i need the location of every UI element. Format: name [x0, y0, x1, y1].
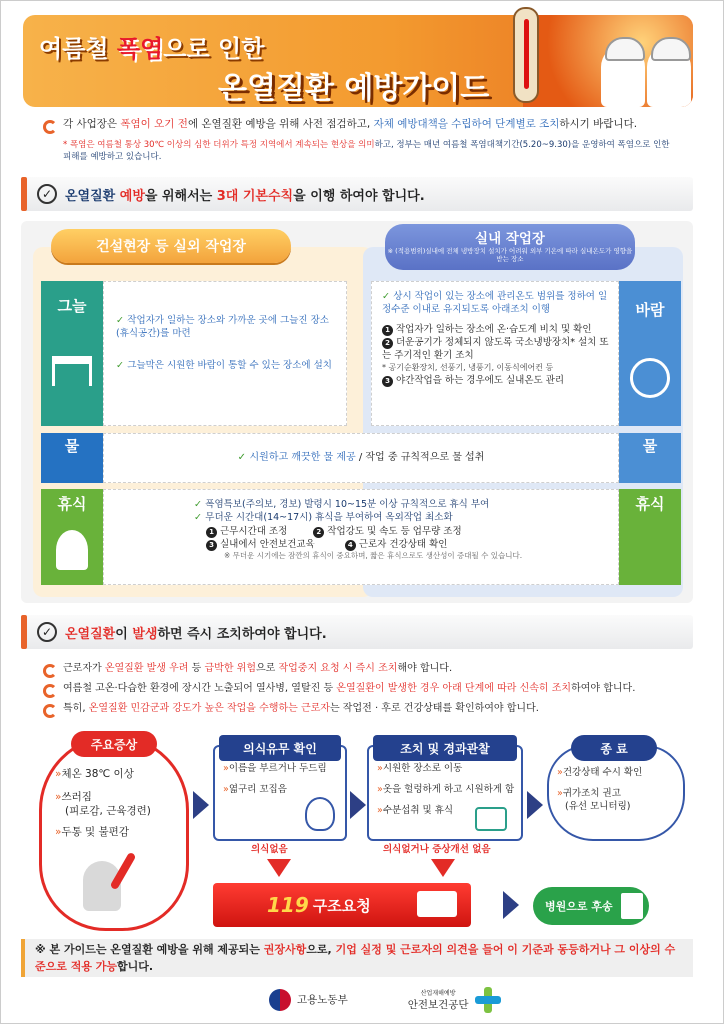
shade-label: 그늘 — [41, 281, 103, 426]
header-subtitle: 온열질환 예방가이드 — [218, 71, 490, 106]
logos — [269, 987, 507, 1013]
rest-item: ✓ 무더운 시간대(14~17시) 휴식을 부여하여 옥외작업 최소화 — [194, 512, 453, 524]
water-box — [103, 433, 619, 483]
down-arrow-icon — [431, 859, 455, 877]
wind-step-note: * 공기순환장치, 선풍기, 냉풍기, 이동식에어컨 등 — [382, 363, 554, 373]
end-box: »건강상태 수시 확인 »귀가조치 권고 (유선 모니터링) — [547, 745, 685, 841]
check-icon: ✓ — [37, 184, 57, 204]
section-title: 온열질환이 발생하면 즉시 조치하여야 합니다. — [65, 626, 327, 642]
wind-step: 1 작업자가 일하는 장소에 온·습도계 비치 및 확인 — [382, 323, 612, 336]
rest-label-right: 휴식 — [619, 489, 681, 585]
wind-step: 3 야간작업을 하는 경우에도 실내온도 관리 — [382, 374, 612, 387]
rule-3: 특히, 온열질환 민감군과 강도가 높은 작업을 수행하는 근로자는 작업전 · 후로 건강상태를 확인하여야 합니다. — [63, 703, 539, 714]
rest-note: ※ 무더운 시기에는 잠깐의 휴식이 중요하며, 짧은 휴식으로도 생산성이 증대될 수 있습니다. — [224, 551, 523, 561]
no-consciousness-label: 의식없음 — [251, 844, 288, 855]
shade-box — [103, 281, 347, 426]
arrow-icon — [503, 891, 519, 919]
thermometer-icon — [513, 7, 539, 103]
rest-steps: 1 근무시간대 조정 2 작업강도 및 속도 등 업무량 조정 — [194, 525, 618, 538]
rest-item: ✓ 폭염특보(주의보, 경보) 발령시 10~15분 이상 규칙적으로 휴식 부여 — [194, 499, 490, 510]
hospital-transport-badge: 병원으로 후송 — [533, 887, 649, 925]
wind-label: 바람 — [619, 281, 681, 426]
bullet-icon — [43, 704, 57, 718]
symptoms-title: 주요증상 — [71, 731, 157, 757]
head-brain-icon — [305, 797, 335, 831]
water-label: 물 — [41, 433, 103, 483]
kosha-logo: 산업재해예방 안전보건공단 — [408, 987, 507, 1013]
indoor-heading: 실내 작업장 ※ (적용범위)실내에 전체 냉방장치 설치가 어려워 외부 기온에 따라 실내온도가 영향을 받는 장소 — [385, 224, 635, 270]
rule-1: 근로자가 온열질환 발생 우려 등 급박한 위험으로 작업중지 요청 시 즉시 조치해야 합니다. — [63, 663, 453, 674]
arrow-icon — [350, 791, 366, 819]
shade-tent-icon — [52, 356, 92, 386]
shade-item: ✓ 그늘막은 시원한 바람이 통할 수 있는 장소에 설치 — [116, 359, 332, 371]
wind-step: 2 더운공기가 정체되지 않도록 국소냉방장치* 설치 또는 주기적인 환기 조치 — [382, 336, 609, 362]
consciousness-box: »이름을 부르거나 두드림 »엷구리 꼬집음 — [213, 745, 347, 841]
government-emblem-icon — [269, 989, 291, 1011]
hospital-icon — [621, 893, 643, 919]
down-arrow-icon — [267, 859, 291, 877]
water-text: ✓ 시원하고 깨끗한 물 제공 / 작업 중 규칙적으로 물 섭취 — [237, 452, 485, 463]
fan-icon — [630, 358, 670, 398]
bullet-icon — [43, 120, 57, 134]
ambulance-icon — [417, 891, 457, 917]
section-title: 온열질환 예방을 위해서는 3대 기본수칙을 이행 하여야 합니다. — [65, 188, 425, 204]
consciousness-title: 의식유무 확인 — [219, 735, 341, 761]
intro-text: 각 사업장은 폭염이 오기 전에 온열질환 예방을 위해 사전 점검하고, 자체 예방대책을 수립하여 단계별로 조치하시기 바랍니다. — [63, 118, 638, 130]
symptom-list: »체온 38℃ 이상 »쓰러짐 (피로감, 근육경련) »두통 및 불편감 — [55, 768, 151, 839]
kosha-cross-icon — [475, 987, 501, 1013]
water-label-right: 물 — [619, 433, 681, 483]
tree-icon — [56, 530, 88, 570]
header-title: 여름철 폭염으로 인한 — [39, 35, 265, 63]
bullet-icon — [43, 664, 57, 678]
worker-illustration — [647, 45, 691, 107]
section-header-prevention — [21, 177, 693, 211]
first-aid-kit-icon — [475, 807, 507, 831]
intro-note: * 폭염은 여름철 통상 30℃ 이상의 심한 더위가 특정 지역에서 계속되는 현상을 의미하고, 정부는 매년 여름철 폭염대책기간(5.20~9.30)을 운영하여 폭염으로 인한 피해를 예방하고 있습니다. — [63, 140, 670, 163]
arrow-icon — [527, 791, 543, 819]
header-banner — [23, 15, 693, 107]
wind-box — [371, 281, 619, 426]
bullet-icon — [43, 684, 57, 698]
wind-item: ✓ 상시 작업이 있는 장소에 관리온도 범위를 정하여 일정수준 이내로 유지되도록 아래조치 이행 — [382, 291, 608, 316]
rest-label: 휴식 — [41, 489, 103, 585]
outdoor-heading: 건설현장 등 실외 작업장 — [51, 229, 291, 263]
rescue-request-banner: 119 구조요청 — [213, 883, 471, 927]
arrow-icon — [193, 791, 209, 819]
check-icon: ✓ — [37, 622, 57, 642]
rest-steps: 3 실내에서 안전보건교육 4 근로자 건강상태 확인 — [194, 538, 618, 551]
action-title: 조치 및 경과관찰 — [373, 735, 517, 761]
action-box: »시원한 장소로 이동 »옷을 헐렁하게 하고 시원하게 함 »수분섭취 및 휴식 — [367, 745, 523, 841]
footer-note: ※ 본 가이드는 온열질환 예방을 위해 제공되는 권장사항으로, 기업 실정 및 근로자의 의견을 들어 이 기준과 동등하거나 그 이상의 수준으로 적용 가능합니다. — [21, 939, 693, 977]
shade-item: ✓ 작업자가 일하는 장소와 가까운 곳에 그늘진 장소(휴식공간)를 마련 — [116, 315, 329, 340]
worker-illustration — [601, 45, 645, 107]
end-title: 종 료 — [571, 735, 657, 761]
moel-logo: 고용노동부 — [269, 989, 348, 1011]
no-improvement-label: 의식없거나 증상개선 없음 — [383, 844, 491, 855]
rule-2: 여름철 고온·다습한 환경에 장시간 노출되어 열사병, 열탈진 등 온열질환이 발생한 경우 아래 단계에 따라 신속히 조치하여야 합니다. — [63, 683, 636, 694]
rest-box — [103, 489, 619, 585]
section-header-response — [21, 615, 693, 649]
